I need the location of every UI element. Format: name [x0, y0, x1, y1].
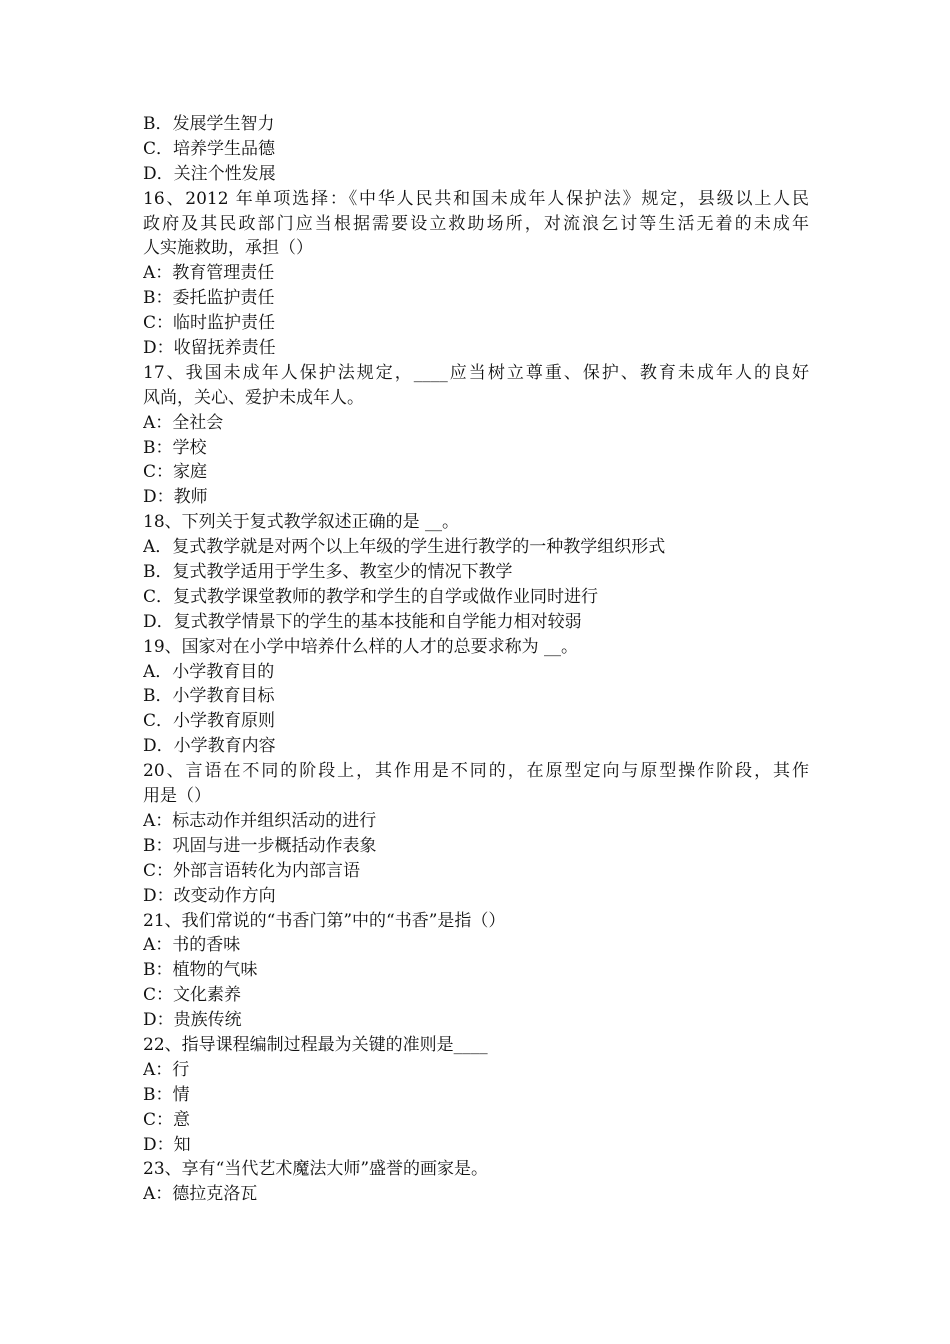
answer-option: B：情 [143, 1084, 190, 1105]
answer-option: C．培养学生品德 [143, 138, 276, 159]
answer-option: B．小学教育目标 [143, 686, 275, 707]
answer-option: D：改变动作方向 [143, 885, 276, 906]
question-text-line: 20、言语在不同的阶段上，其作用是不同的，在原型定向与原型操作阶段，其作 [143, 761, 809, 782]
question-text-line: 风尚，关心、爱护未成年人。 [143, 387, 364, 408]
answer-option: A：全社会 [143, 412, 224, 433]
answer-option: C．复式教学课堂教师的教学和学生的自学或做作业同时进行 [143, 586, 599, 607]
answer-option: C：文化素养 [143, 985, 242, 1006]
question-text-line: 政府及其民政部门应当根据需要设立救助场所，对流浪乞讨等生活无着的未成年 [143, 213, 809, 234]
question-text-line: 16、2012 年单项选择：《中华人民共和国未成年人保护法》规定，县级以上人民 [143, 188, 809, 209]
question [143, 1033, 809, 1058]
answer-option: B：委托监护责任 [143, 288, 275, 309]
question [143, 759, 809, 809]
answer-option: B：植物的气味 [143, 960, 258, 981]
question [143, 1157, 809, 1182]
question-text-line: 19、国家对在小学中培养什么样的人才的总要求称为 __。 [143, 636, 579, 657]
answer-option: D．关注个性发展 [143, 163, 276, 184]
question [143, 510, 809, 535]
answer-option: B．复式教学适用于学生多、教室少的情况下教学 [143, 562, 513, 583]
answer-option: C：家庭 [143, 462, 208, 483]
answer-option: C：临时监护责任 [143, 313, 276, 334]
question-text-line: 21、我们常说的“书香门第”中的“书香”是指（） [143, 910, 506, 931]
answer-option: A：标志动作并组织活动的进行 [143, 810, 377, 831]
answer-option: C．小学教育原则 [143, 711, 276, 732]
question-text-line: 18、下列关于复式教学叙述正确的是 __。 [143, 512, 460, 533]
question [143, 635, 809, 660]
answer-option: D．复式教学情景下的学生的基本技能和自学能力相对较弱 [143, 611, 582, 632]
answer-option: A．小学教育目的 [143, 661, 275, 682]
document-page [143, 112, 809, 1207]
answer-option: D：收留抚养责任 [143, 338, 276, 359]
answer-option: D．小学教育内容 [143, 736, 276, 757]
answer-option: B：巩固与进一步概括动作表象 [143, 835, 377, 856]
question [143, 187, 809, 262]
answer-option: A：教育管理责任 [143, 263, 275, 284]
answer-option: D：知 [143, 1134, 191, 1155]
question-text-line: 17、我国未成年人保护法规定，____应当树立尊重、保护、教育未成年人的良好 [143, 362, 809, 383]
question-text-line: 用是（） [143, 786, 211, 807]
answer-option: A：行 [143, 1059, 190, 1080]
answer-option: C：外部言语转化为内部言语 [143, 860, 361, 881]
question [143, 909, 809, 934]
question-text-line: 23、享有“当代艺术魔法大师”盛誉的画家是。 [143, 1159, 489, 1180]
answer-option: B．发展学生智力 [143, 114, 275, 134]
answer-option: A．复式教学就是对两个以上年级的学生进行教学的一种教学组织形式 [143, 537, 666, 558]
question-text-line: 22、指导课程编制过程最为关键的准则是____ [143, 1034, 488, 1055]
question-text-line: 人实施救助，承担（） [143, 238, 313, 259]
answer-option: D：贵族传统 [143, 1010, 242, 1031]
answer-option: C：意 [143, 1109, 191, 1130]
answer-option: A：德拉克洛瓦 [143, 1184, 258, 1205]
answer-option: D：教师 [143, 487, 208, 508]
question [143, 361, 809, 411]
answer-option: A：书的香味 [143, 935, 241, 956]
answer-option: B：学校 [143, 437, 207, 458]
